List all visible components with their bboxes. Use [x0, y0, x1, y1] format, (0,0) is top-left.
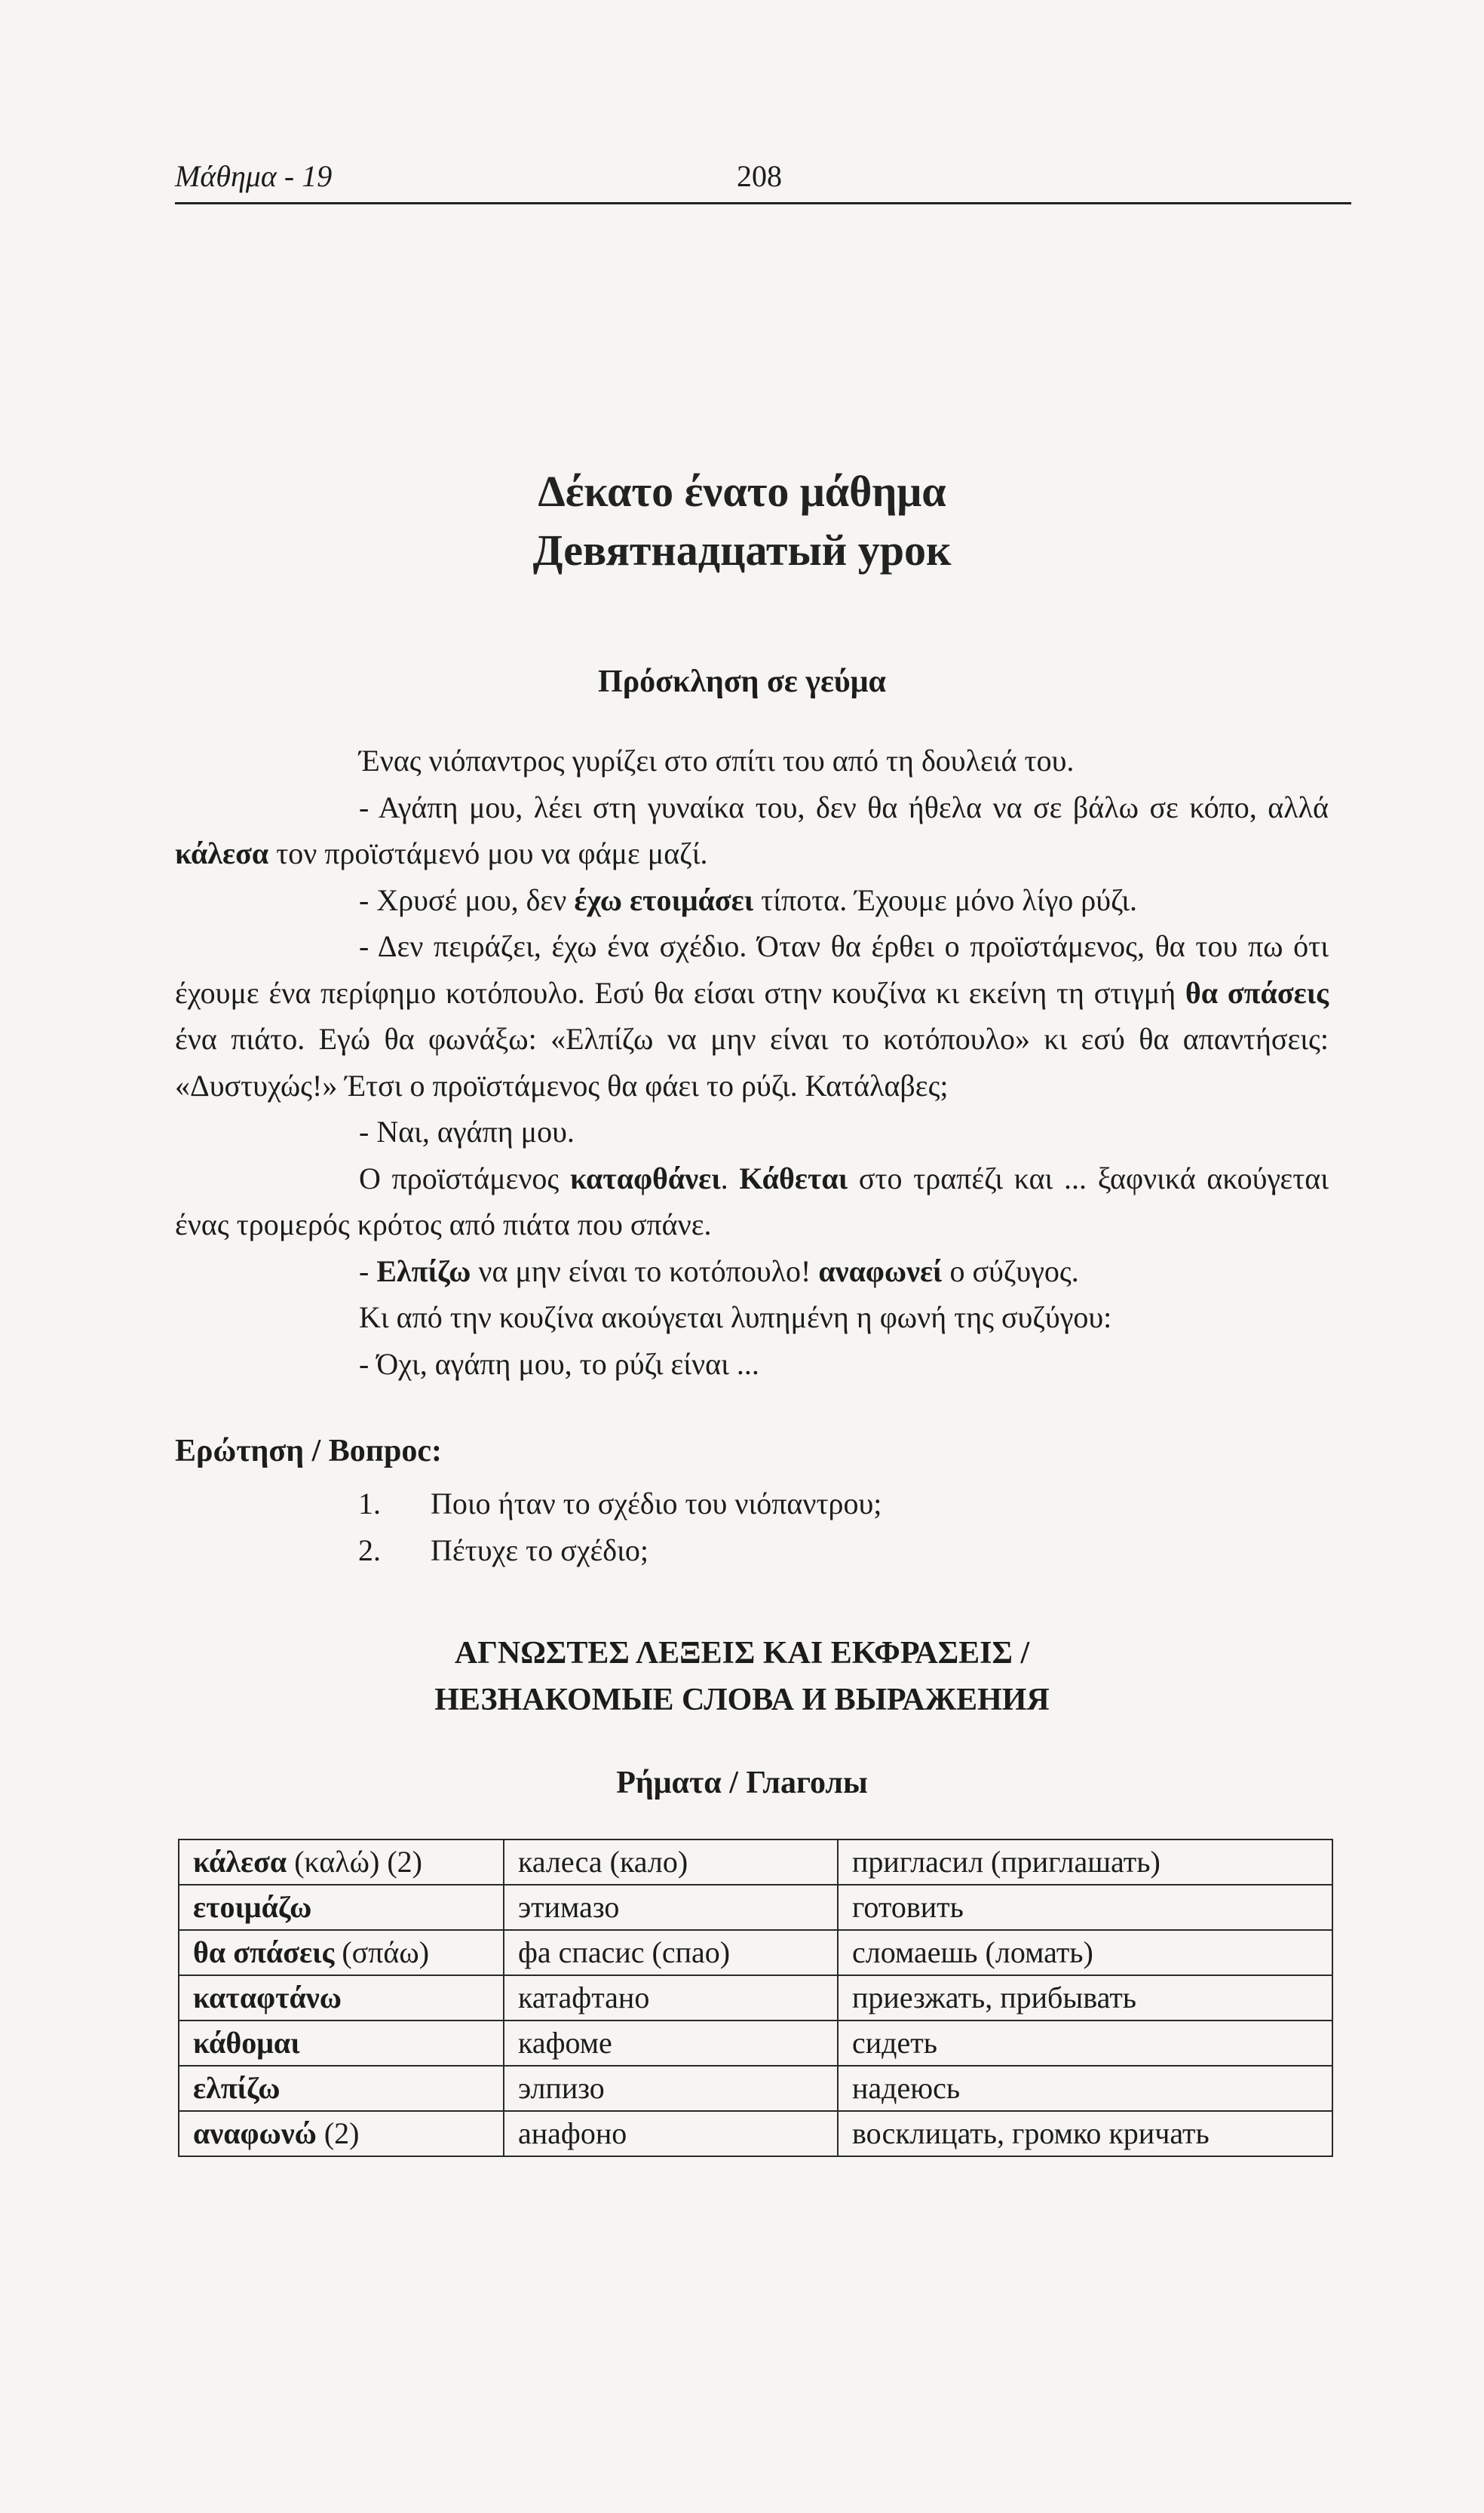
text-run: Ένας νιόπαντρος γυρίζει στο σπίτι του από τη δουλειά του. — [359, 744, 1075, 778]
text-run: τον προϊστάμενό μου να φάμε μαζί. — [268, 836, 708, 870]
table-row — [179, 1930, 1332, 1975]
table-row — [179, 2066, 1332, 2111]
story-paragraph — [175, 1294, 1329, 1341]
russian-translation-cell: готовить — [838, 1885, 1332, 1930]
greek-word-cell — [179, 2066, 504, 2111]
transliteration-cell: этимазо — [504, 1885, 838, 1930]
transliteration-cell: элпизо — [504, 2066, 838, 2111]
text-run: - Χρυσέ μου, δεν — [359, 882, 575, 917]
question-text: Ποιο ήταν το σχέδιο του νιόπαντρου; — [431, 1487, 882, 1520]
table-row — [179, 2021, 1332, 2066]
vocabulary-heading-russian: НЕЗНАКОМЫЕ СЛОВА И ВЫРАЖЕНИЯ — [434, 1683, 1050, 1717]
text-run: ο σύζυγος. — [942, 1253, 1079, 1288]
table-row — [179, 1839, 1332, 1885]
transliteration-cell: катафтано — [504, 1975, 838, 2021]
text-run: - Αγάπη μου, λέει στη γυναίκα του, δεν θα ήθελα να σε βάλω σε κόπο, αλλά — [359, 790, 1329, 824]
lesson-label: Μάθημα - 19 — [175, 159, 333, 193]
text-run: - Δεν πειράζει, έχω ένα σχέδιο. Όταν θα έρθει ο προϊστάμενος, θα του πω ότι έχουμε ένα περίφημο κοτόπουλο. Εσύ θα είσαι στην κουζίνα κι εκείνη τη στιγμή — [175, 929, 1329, 1010]
greek-word-cell — [179, 1839, 504, 1885]
text-run: να μην είναι το κοτόπουλο! — [471, 1253, 819, 1288]
bold-term: αναφωνεί — [818, 1253, 943, 1288]
table-row — [179, 1885, 1332, 1930]
greek-word-cell — [179, 2111, 504, 2156]
running-header — [175, 155, 1351, 204]
greek-word-cell — [179, 1975, 504, 2021]
russian-translation-cell: пригласил (приглашать) — [838, 1839, 1332, 1885]
table-row — [179, 2111, 1332, 2156]
question-number: 2. — [358, 1533, 381, 1567]
question-number: 1. — [358, 1487, 381, 1520]
greek-word-cell — [179, 1930, 504, 1975]
text-run: - Όχι, αγάπη μου, το ρύζι είναι ... — [359, 1346, 759, 1381]
transliteration-cell: кафоме — [504, 2021, 838, 2066]
bold-term: θα σπάσεις — [1185, 975, 1329, 1010]
bold-term: κάθομαι — [193, 2026, 300, 2060]
russian-translation-cell: приезжать, прибывать — [838, 1975, 1332, 2021]
bold-term: Κάθεται — [739, 1161, 848, 1195]
bold-term: κάλεσα — [193, 1845, 287, 1879]
text-run: Κι από την κουζίνα ακούγεται λυπημένη η φωνή της συζύγου: — [359, 1300, 1112, 1334]
bold-term: καταφθάνει — [569, 1161, 721, 1195]
verbs-heading: Ρήματα / Глаголы — [616, 1766, 868, 1800]
bold-term: ετοιμάζω — [193, 1890, 312, 1924]
transliteration-cell: фа спасис (спао) — [504, 1930, 838, 1975]
transliteration-cell: анафоно — [504, 2111, 838, 2156]
story-paragraph — [175, 877, 1329, 924]
bold-term: έχω ετοιμάσει — [574, 882, 754, 917]
text-run: ένα πιάτο. Εγώ θα φωνάξω: «Ελπίζω να μην είναι το κοτόπουλο» κι εσύ θα απαντήσεις: «Δυστυχώς!» Έτσι ο προϊστάμενος θα φάει το ρύζι. Κατάλαβες; — [175, 1022, 1329, 1103]
story-title: Πρόσκληση σε γεύμα — [598, 664, 886, 699]
bold-term: αναφωνώ — [193, 2116, 317, 2150]
russian-translation-cell: сидеть — [838, 2021, 1332, 2066]
text-run: τίποτα. Έχουμε μόνο λίγο ρύζι. — [753, 882, 1137, 917]
story-paragraph — [175, 738, 1329, 784]
question-list — [358, 1480, 882, 1573]
question-item — [358, 1527, 882, 1574]
greek-word-cell — [179, 1885, 504, 1930]
text-run: - Ναι, αγάπη μου. — [359, 1115, 575, 1149]
story-paragraph — [175, 1155, 1329, 1248]
bold-term: Ελπίζω — [376, 1253, 471, 1288]
question-item — [358, 1480, 882, 1527]
text-run: Ο προϊστάμενος — [359, 1161, 570, 1195]
russian-translation-cell: восклицать, громко кричать — [838, 2111, 1332, 2156]
question-text: Πέτυχε το σχέδιο; — [431, 1533, 649, 1567]
vocabulary-table — [178, 1839, 1333, 2157]
russian-translation-cell: надеюсь — [838, 2066, 1332, 2111]
text-run: . — [720, 1161, 740, 1195]
page-number: 208 — [737, 159, 782, 193]
question-heading: Ερώτηση / Вопрос: — [175, 1434, 442, 1468]
text-run: - — [359, 1253, 377, 1288]
russian-translation-cell: сломаешь (ломать) — [838, 1930, 1332, 1975]
story-paragraph — [175, 923, 1329, 1109]
text-run: (2) — [316, 2116, 360, 2150]
bold-term: ελπίζω — [193, 2071, 281, 2105]
bold-term: καταφτάνω — [193, 1981, 342, 2014]
bold-term: θα σπάσεις — [193, 1935, 335, 1969]
greek-word-cell — [179, 2021, 504, 2066]
lesson-title-greek: Δέκατο ένατο μάθημα — [538, 467, 946, 516]
text-run: (καλώ) (2) — [287, 1845, 422, 1879]
text-run: (σπάω) — [334, 1935, 430, 1969]
story-paragraph — [175, 1341, 1329, 1388]
vocabulary-heading-greek: ΑΓΝΩΣΤΕΣ ΛΕΞΕΙΣ ΚΑΙ ΕΚΦΡΑΣΕΙΣ / — [454, 1636, 1030, 1671]
text-run: στο τραπέζι και ... ξαφνικά ακούγεται ένας τρομερός κρότος από πιάτα που σπάνε. — [175, 1161, 1329, 1241]
story-paragraph — [175, 1109, 1329, 1155]
transliteration-cell: калеса (кало) — [504, 1839, 838, 1885]
story-paragraph — [175, 784, 1329, 877]
story-paragraph — [175, 1248, 1329, 1295]
story-text — [175, 738, 1329, 1387]
table-row — [179, 1975, 1332, 2021]
bold-term: κάλεσα — [175, 836, 269, 870]
lesson-title-russian: Девятнадцатый урок — [532, 526, 952, 575]
